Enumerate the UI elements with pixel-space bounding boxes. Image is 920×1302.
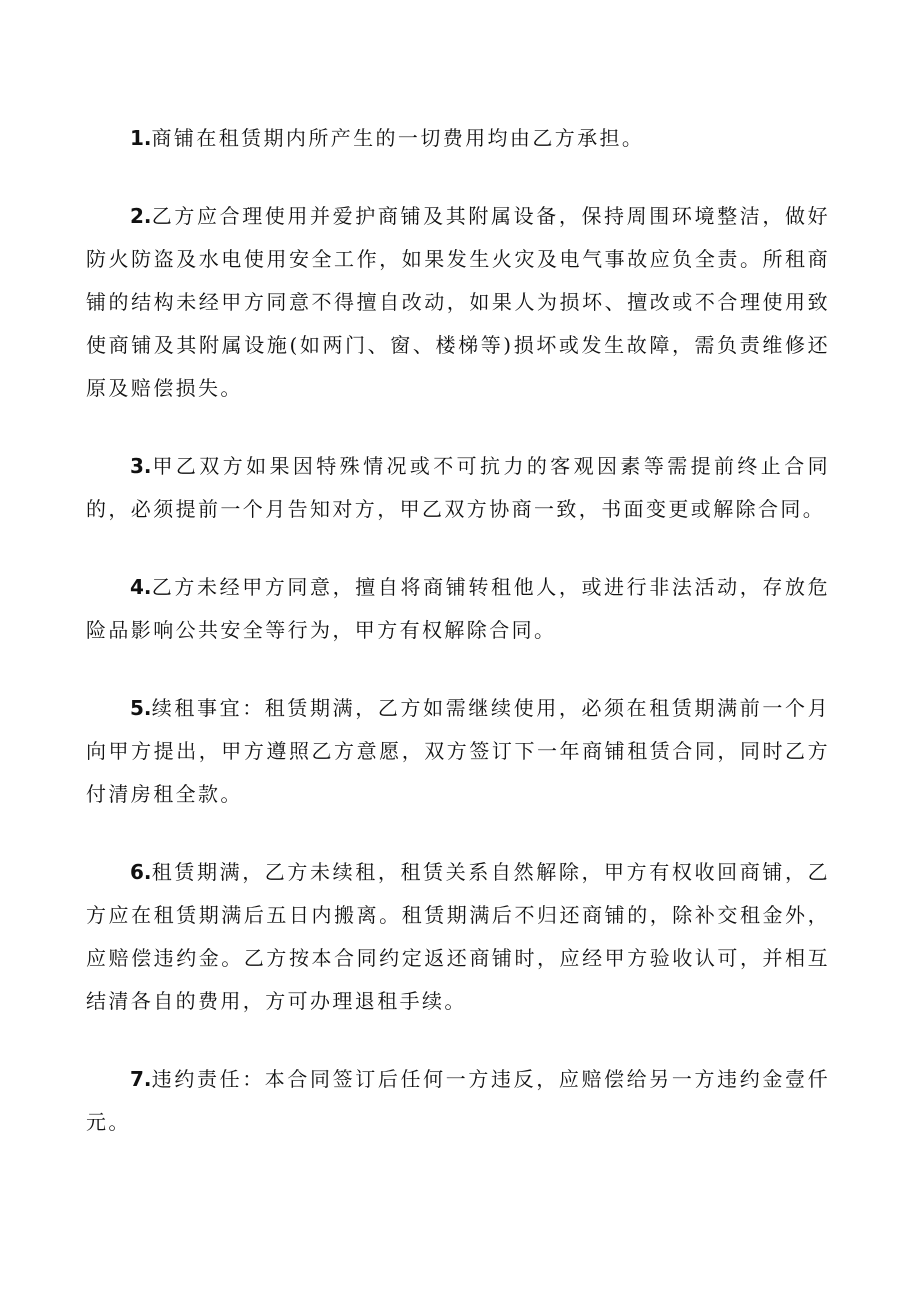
clause-number: 5. xyxy=(130,696,152,720)
clause-text: 甲乙双方如果因特殊情况或不可抗力的客观因素等需提前终止合同的，必须提前一个月告知对方，甲乙双方协商一致，书面变更或解除合同。 xyxy=(86,454,830,521)
clause-number: 1. xyxy=(130,126,152,150)
clause-number: 7. xyxy=(130,1067,152,1091)
clause-2 xyxy=(86,195,830,410)
clause-4 xyxy=(86,566,830,652)
clause-5 xyxy=(86,687,830,816)
clause-text: 租赁期满，乙方未续租，租赁关系自然解除，甲方有权收回商铺，乙方应在租赁期满后五日内搬离。租赁期满后不归还商铺的，除补交租金外，应赔偿违约金。乙方按本合同约定返还商铺时，应经甲方验收认可，并相互结清各自的费用，方可办理退租手续。 xyxy=(86,860,830,1013)
clause-text: 商铺在租赁期内所产生的一切费用均由乙方承担。 xyxy=(151,126,645,150)
clause-text: 乙方未经甲方同意，擅自将商铺转租他人，或进行非法活动，存放危险品影响公共安全等行为，甲方有权解除合同。 xyxy=(86,575,830,642)
clause-number: 3. xyxy=(130,454,152,478)
clause-text: 乙方应合理使用并爱护商铺及其附属设备，保持周围环境整洁，做好防火防盗及水电使用安全工作，如果发生火灾及电气事故应负全责。所租商铺的结构未经甲方同意不得擅自改动，如果人为损坏、擅改或不合理使用致使商铺及其附属设施(如两门、窗、楼梯等)损坏或发生故障，需负责维修还原及赔偿损失。 xyxy=(86,204,830,400)
clause-number: 2. xyxy=(130,204,152,228)
clause-text: 续租事宜：租赁期满，乙方如需继续使用，必须在租赁期满前一个月向甲方提出，甲方遵照乙方意愿，双方签订下一年商铺租赁合同，同时乙方付清房租全款。 xyxy=(86,696,830,806)
clause-6 xyxy=(86,851,830,1023)
contract-page xyxy=(86,117,830,1179)
clause-7 xyxy=(86,1058,830,1144)
clause-3 xyxy=(86,445,830,531)
clause-text: 违约责任：本合同签订后任何一方违反，应赔偿给另一方违约金壹仟元。 xyxy=(86,1067,830,1134)
clause-number: 6. xyxy=(130,860,152,884)
clause-number: 4. xyxy=(130,575,152,599)
clause-1 xyxy=(86,117,830,160)
